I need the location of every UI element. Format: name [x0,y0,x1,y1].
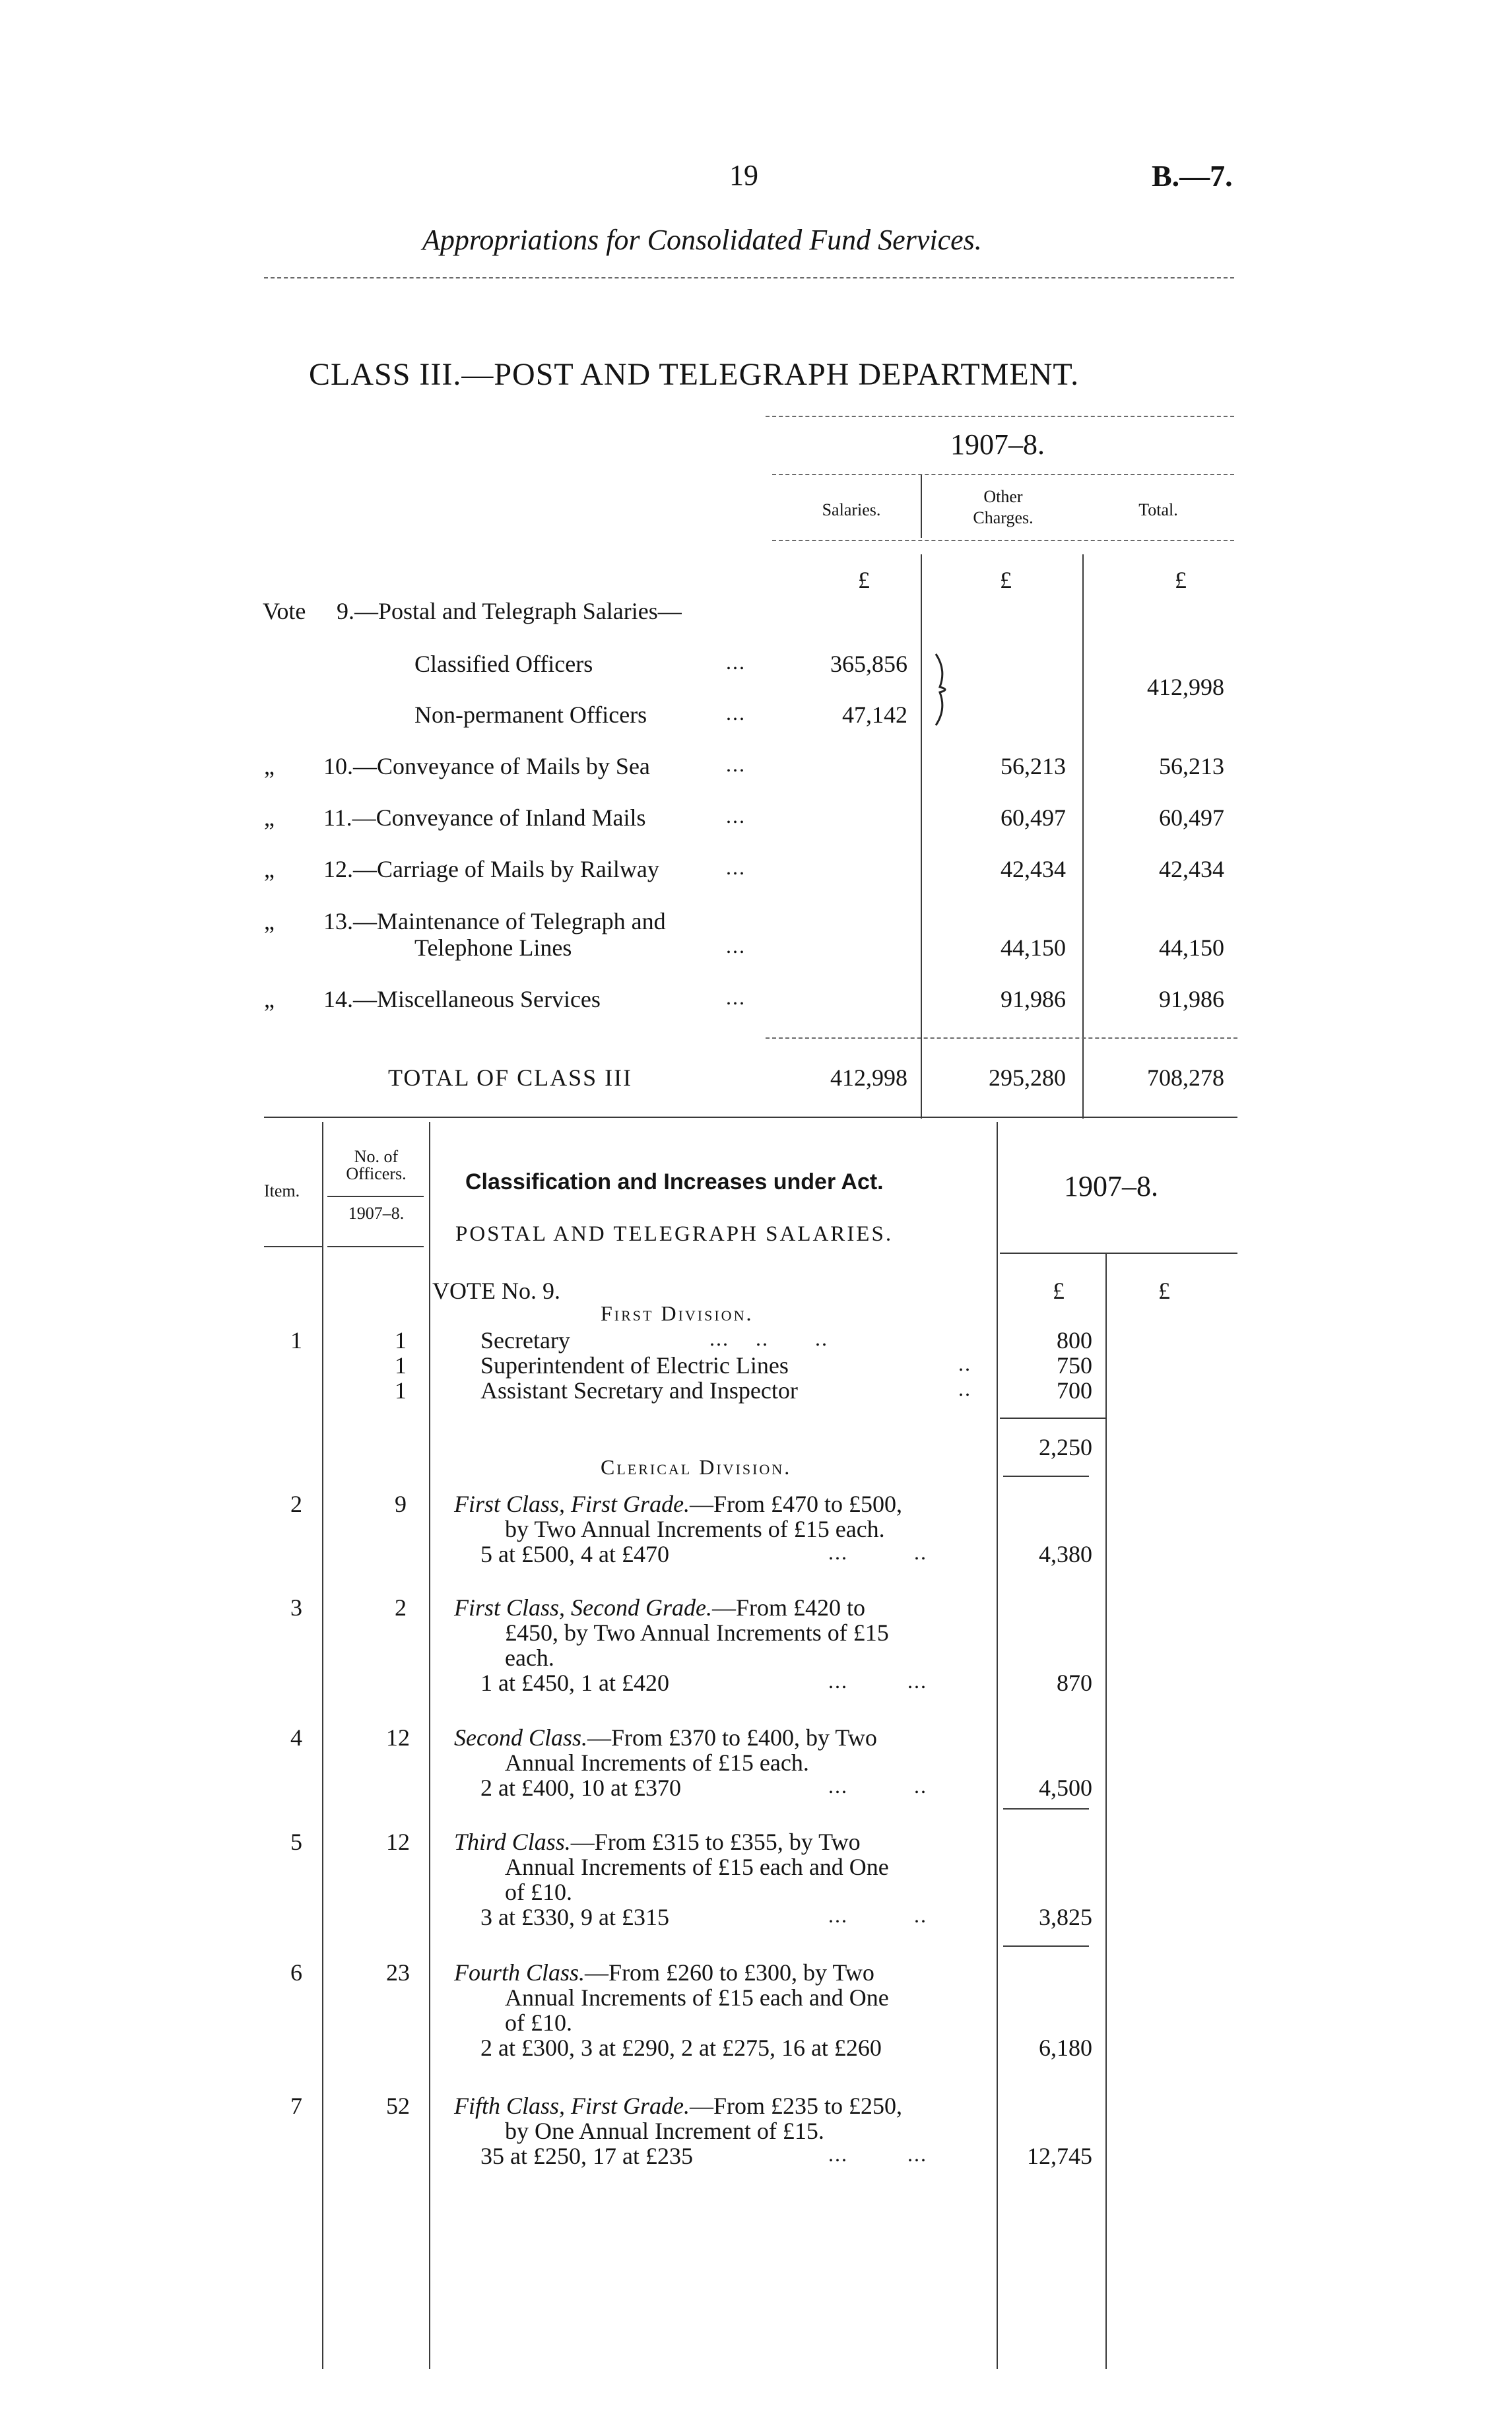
officer-count: 52 [386,2093,410,2119]
col-other-charges-1: Other [983,487,1023,506]
leader-dots: ... [726,701,746,725]
grade-increments: £450, by Two Annual Increments of £15 [505,1619,889,1646]
item-number: 6 [290,1959,302,1986]
vote14-label: 14.—Miscellaneous Services [323,986,601,1012]
leader-dots: ... .. [828,1774,927,1798]
total-currency: £ [1158,1278,1170,1304]
grade-name: First Class, First Grade. [454,1491,690,1517]
officer-count: 1 [395,1377,407,1404]
grade-amount: 4,500 [1039,1775,1092,1801]
col-officers-year: 1907–8. [348,1204,405,1223]
col-year: 1907–8. [1064,1170,1158,1202]
superintendent-label: Superintendent of Electric Lines [480,1352,789,1379]
secretary-label: Secretary [480,1327,570,1354]
secretary-amount: 800 [1057,1327,1092,1354]
classified-salaries: 365,856 [830,651,907,677]
vote9-title: 9.—Postal and Telegraph Salaries— [337,598,682,624]
grade-amount: 6,180 [1039,2035,1092,2061]
summary-total-rule [766,1037,1237,1039]
leader-dots: ... ... [828,1669,927,1693]
grade-amount: 870 [1057,1670,1092,1696]
nonpermanent-salaries: 47,142 [842,702,907,728]
grade-breakdown: 1 at £450, 1 at £420 [480,1670,669,1696]
first-division-total: 2,250 [1039,1434,1092,1460]
leader-dots: ... [726,804,746,828]
vote14-total: 91,986 [1159,986,1224,1012]
grade-description [454,1594,865,1621]
clerical-division-heading: Clerical Division. [601,1455,792,1479]
detail-vrule [322,1122,323,2369]
leader-dots: .. [958,1377,971,1400]
vote-label: Vote [263,598,306,624]
vote13-label-1: 13.—Maintenance of Telegraph and [323,908,666,934]
grade-amount: 3,825 [1039,1904,1092,1930]
total-currency: £ [1175,567,1187,593]
grade-amount: 12,745 [1027,2143,1092,2169]
header-rule [327,1246,424,1247]
grade-breakdown: 5 at £500, 4 at £470 [480,1541,669,1567]
leader-dots: ... ... [828,2142,927,2166]
amount-currency: £ [1053,1278,1065,1304]
assistant-secretary-amount: 700 [1057,1377,1092,1404]
grade-description [454,1490,902,1518]
grade-terms: —From £260 to £300, by Two [585,1959,874,1986]
col-classification-subtitle: POSTAL AND TELEGRAPH SALARIES. [455,1222,894,1246]
grade-increments-cont: each. [505,1645,554,1671]
document-reference: B.—7. [1152,159,1233,193]
grade-increments: Annual Increments of £15 each and One [505,1854,889,1880]
subtotal-rule [1003,1808,1089,1810]
grade-terms: —From £370 to £400, by Two [587,1724,877,1751]
vote12-total: 42,434 [1159,856,1224,882]
header-rule [1000,1253,1237,1254]
grade-name: Fourth Class. [454,1959,585,1986]
col-other-charges-2: Charges. [973,508,1034,527]
vote10-other: 56,213 [1001,753,1066,779]
grade-terms: —From £315 to £355, by Two [570,1829,861,1855]
detail-vrule [997,1122,998,2369]
vote13-label-2: Telephone Lines [414,934,572,961]
grade-terms: —From £470 to £500, [690,1491,903,1517]
brace-bracket [931,650,957,729]
leader-dots: ... .. .. [709,1326,828,1350]
subtotal-rule [1000,1418,1105,1419]
subtotal-rule [1003,1476,1089,1477]
grade-name: Fifth Class, First Grade. [454,2093,690,2119]
leader-dots: ... .. [828,1540,927,1564]
grade-name: Second Class. [454,1724,587,1751]
ditto-mark: „ [264,856,275,882]
item-number: 7 [290,2093,302,2119]
leader-dots: ... [726,855,746,879]
subtotal-rule [1003,1945,1089,1947]
officer-count: 1 [395,1327,407,1354]
detail-vrule [429,1122,430,2369]
first-division-heading: First Division. [601,1301,754,1325]
item-number: 5 [290,1829,302,1855]
total-total: 708,278 [1147,1064,1224,1091]
ditto-mark: „ [264,986,275,1012]
vote10-label: 10.—Conveyance of Mails by Sea [323,753,650,779]
grade-name: Third Class. [454,1829,571,1855]
section-divider [264,1117,1237,1118]
total-of-class-label: TOTAL OF CLASS III [388,1064,633,1091]
col-officers-2: Officers. [346,1164,407,1183]
summary-vrule [1082,554,1084,1119]
leader-dots: .. [958,1352,971,1375]
header-rule [264,1246,323,1247]
ditto-mark: „ [264,804,275,831]
grade-description [454,2092,902,2120]
leader-dots: ... [726,752,746,776]
page-number: 19 [729,159,758,191]
summary-vrule [921,475,922,538]
vote-number: VOTE No. 9. [432,1278,560,1304]
grade-breakdown: 2 at £400, 10 at £370 [480,1775,681,1801]
officers-rule [327,1196,424,1197]
col-officers-1: No. of [354,1147,399,1166]
page-heading: Appropriations for Consolidated Fund Services. [422,224,982,256]
vote11-total: 60,497 [1159,804,1224,831]
col-item: Item. [264,1181,300,1200]
summary-top-rule [766,416,1234,417]
officer-count: 2 [395,1594,407,1621]
ditto-mark: „ [264,753,275,779]
grade-increments-cont: of £10. [505,1879,572,1905]
detail-vrule [1105,1254,1107,2369]
assistant-secretary-label: Assistant Secretary and Inspector [480,1377,798,1404]
class-title: CLASS III.—POST AND TELEGRAPH DEPARTMENT. [309,357,1080,392]
summary-vrule [921,554,922,1119]
grade-terms: —From £235 to £250, [690,2093,903,2119]
summary-year: 1907–8. [950,428,1045,461]
salaries-currency: £ [858,567,870,593]
grade-description [454,1959,874,1986]
nonpermanent-officers-label: Non-permanent Officers [414,702,647,728]
grade-terms: —From £420 to [712,1594,866,1621]
grade-breakdown: 2 at £300, 3 at £290, 2 at £275, 16 at £260 [480,2035,882,2061]
total-other-charges: 295,280 [989,1064,1066,1091]
grade-name: First Class, Second Grade. [454,1594,712,1621]
grade-description [454,1828,861,1856]
leader-dots: ... [726,985,746,1009]
grade-increments: by Two Annual Increments of £15 each. [505,1516,885,1542]
grade-increments: Annual Increments of £15 each and One [505,1984,889,2011]
vote14-other: 91,986 [1001,986,1066,1012]
grade-increments: by One Annual Increment of £15. [505,2118,824,2144]
header-rule [264,277,1234,278]
grade-amount: 4,380 [1039,1541,1092,1567]
other-currency: £ [1000,567,1012,593]
vote11-other: 60,497 [1001,804,1066,831]
grade-description [454,1724,877,1751]
officer-count: 9 [395,1491,407,1517]
vote13-other: 44,150 [1001,934,1066,961]
grade-breakdown: 3 at £330, 9 at £315 [480,1904,669,1930]
officer-count: 12 [386,1724,410,1751]
item-number: 1 [290,1327,302,1354]
grade-breakdown: 35 at £250, 17 at £235 [480,2143,693,2169]
vote12-other: 42,434 [1001,856,1066,882]
superintendent-amount: 750 [1057,1352,1092,1379]
leader-dots: ... .. [828,1903,927,1927]
col-classification-title: Classification and Increases under Act. [465,1169,884,1194]
ditto-mark: „ [264,908,275,934]
total-salaries: 412,998 [830,1064,907,1091]
vote10-total: 56,213 [1159,753,1224,779]
item-number: 4 [290,1724,302,1751]
leader-dots: ... [726,934,746,958]
item-number: 3 [290,1594,302,1621]
officer-count: 23 [386,1959,410,1986]
classified-officers-label: Classified Officers [414,651,593,677]
grade-increments: Annual Increments of £15 each. [505,1749,809,1776]
summary-year-rule [772,474,1234,475]
officer-count: 1 [395,1352,407,1379]
leader-dots: ... [726,650,746,674]
officer-count: 12 [386,1829,410,1855]
col-total: Total. [1138,500,1178,519]
vote11-label: 11.—Conveyance of Inland Mails [323,804,646,831]
grade-increments-cont: of £10. [505,2009,572,2036]
col-salaries: Salaries. [822,500,881,519]
summary-colhead-rule [772,540,1234,541]
vote13-total: 44,150 [1159,934,1224,961]
item-number: 2 [290,1491,302,1517]
vote9-total: 412,998 [1147,674,1224,700]
vote12-label: 12.—Carriage of Mails by Railway [323,856,659,882]
